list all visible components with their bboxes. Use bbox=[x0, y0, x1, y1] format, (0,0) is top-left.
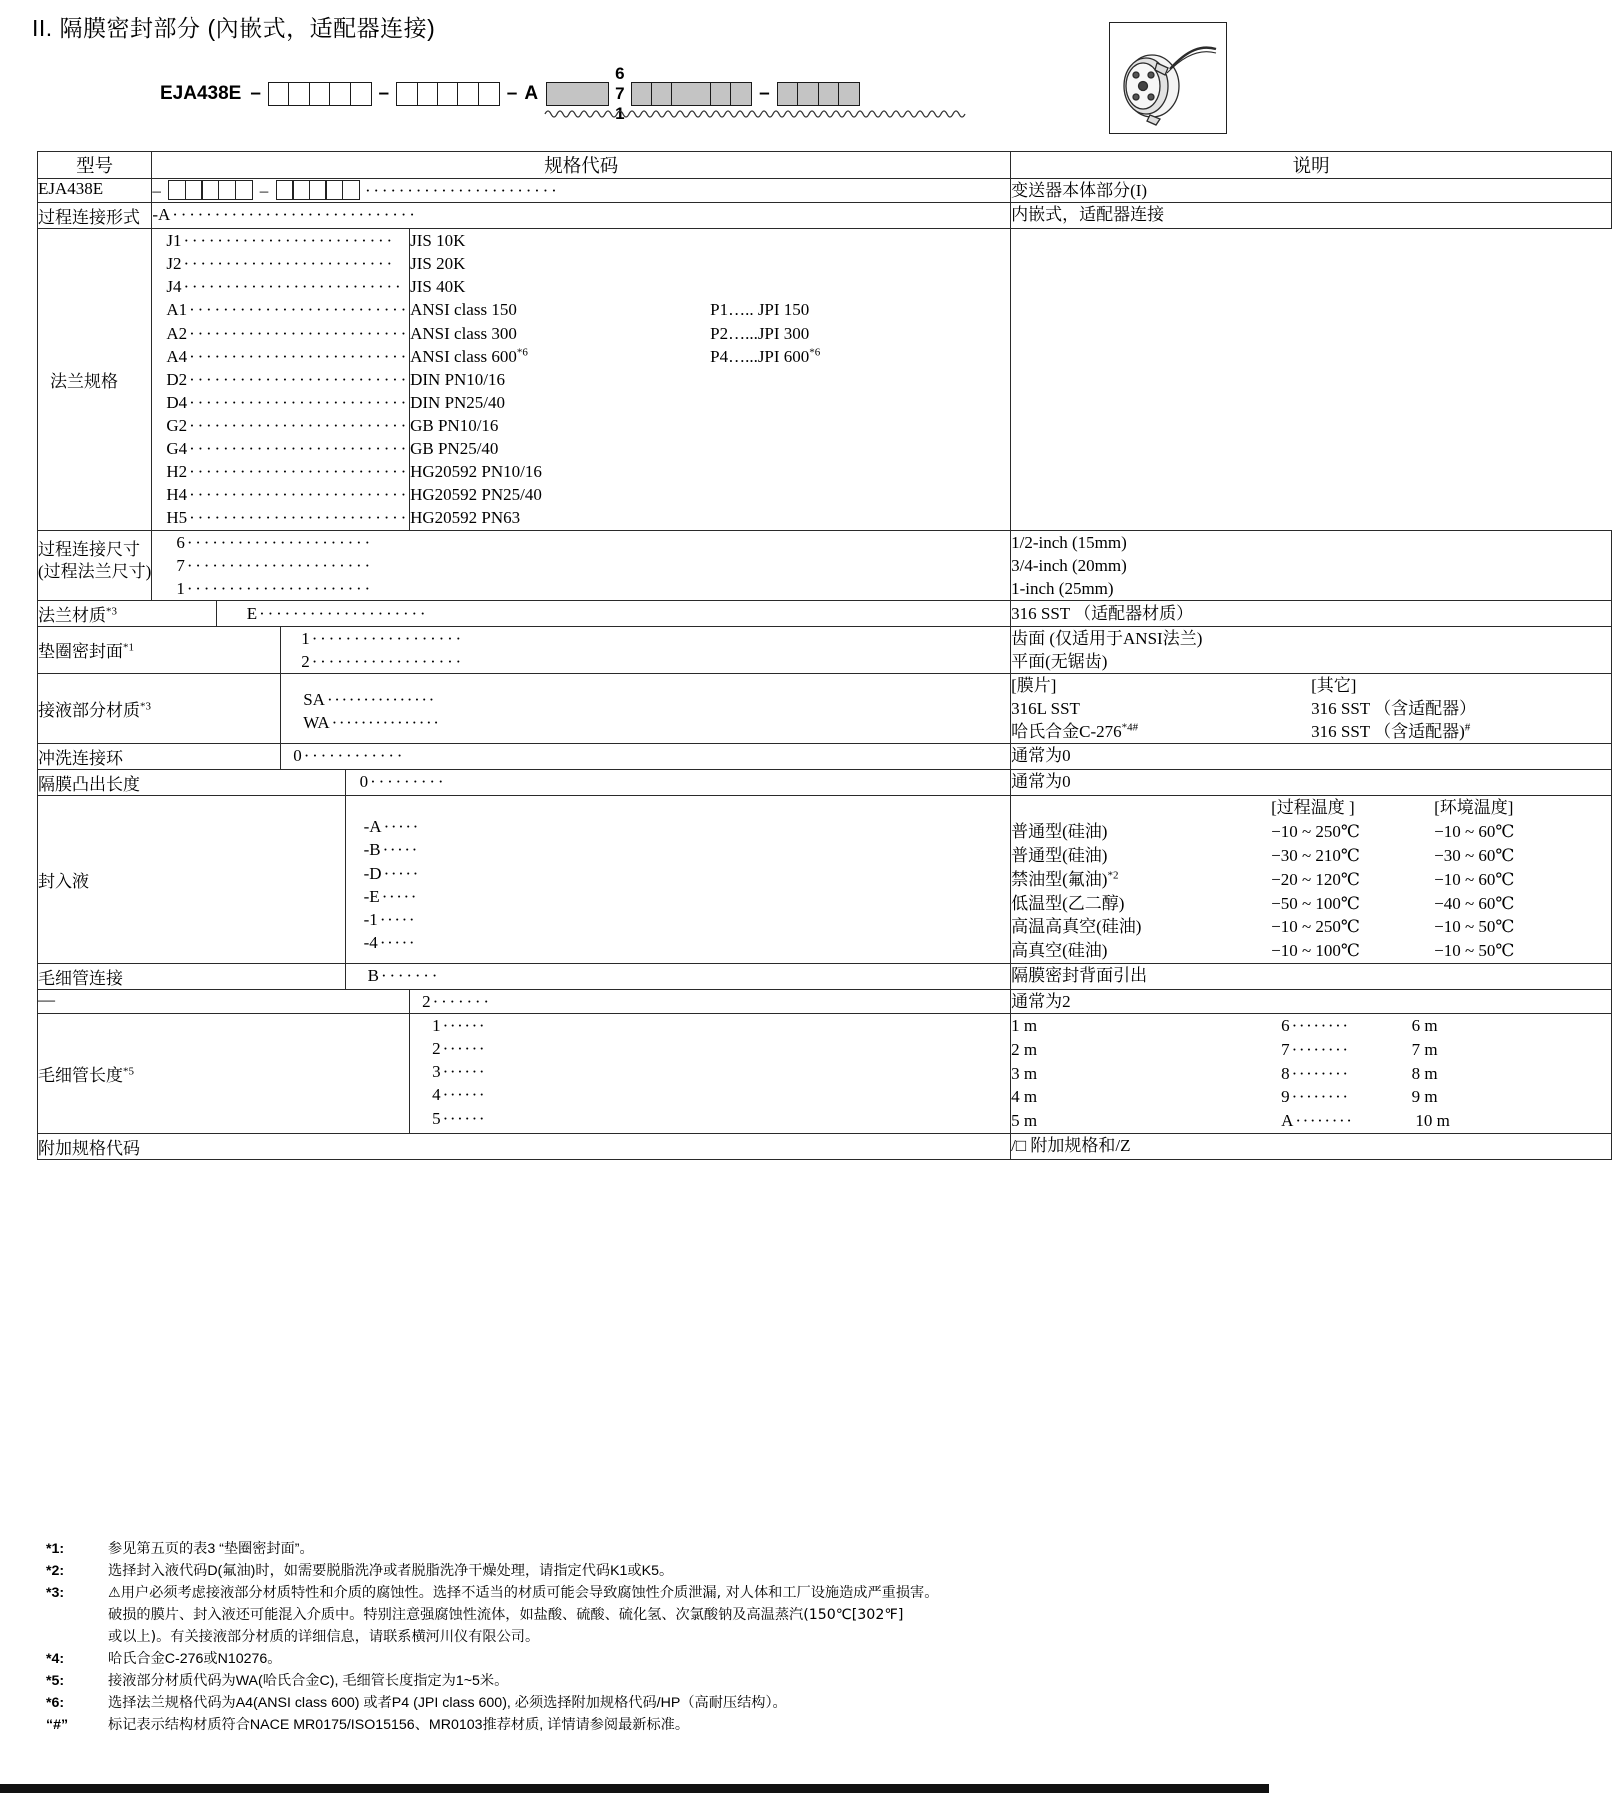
desc-value: 3/4-inch (20mm) bbox=[1011, 555, 1127, 575]
code-value: A1 bbox=[166, 300, 188, 320]
leader-dots: ············ bbox=[303, 746, 406, 766]
page-title: II. 隔膜密封部分 (內嵌式，适配器连接) bbox=[32, 15, 436, 41]
leader-dots: ·························· bbox=[189, 462, 410, 482]
footnote-tag: “#” bbox=[46, 1717, 69, 1733]
leader-dots: ·························· bbox=[189, 300, 410, 320]
code-value: A4 bbox=[166, 346, 188, 366]
footnote-item bbox=[46, 1648, 1226, 1670]
row-desc-model: 变送器本体部分(I) bbox=[1011, 179, 1612, 203]
desc-value: HG20592 PN10/16 bbox=[410, 462, 542, 482]
code-value-right: 8 bbox=[1281, 1063, 1290, 1083]
row-desc-wetted-material bbox=[1011, 674, 1612, 744]
code-value: A2 bbox=[166, 323, 188, 343]
code-value: -4 bbox=[363, 932, 378, 952]
leader-dots: ······················ bbox=[186, 532, 373, 552]
row-code-fill-fluid bbox=[345, 796, 1010, 964]
spacer bbox=[1011, 796, 1251, 820]
leader-dots: ······ bbox=[442, 1108, 487, 1128]
table-row bbox=[38, 530, 1612, 600]
footnote-item bbox=[46, 1538, 1226, 1560]
row-desc-option-code: /□ 附加规格和/Z bbox=[1011, 1134, 1612, 1160]
desc-value: 3 m bbox=[1011, 1063, 1038, 1083]
leader-dots: ·························· bbox=[189, 439, 410, 459]
process-temp-value: −10 ~ 250℃ bbox=[1271, 822, 1360, 842]
code-value: -A bbox=[363, 817, 382, 837]
code-box bbox=[396, 82, 418, 106]
footnote-text: 标记表示结构材质符合NACE MR0175/ISO15156、MR0103推荐材质, 详情请参阅最新标准。 bbox=[108, 1717, 690, 1733]
row-code-flange-rating bbox=[152, 229, 410, 530]
desc-value-2 bbox=[710, 252, 1010, 275]
row-desc-process-connection-size bbox=[1011, 530, 1612, 600]
row-label-flange-rating: 法兰规格 bbox=[38, 229, 152, 530]
footnote-text-cont: 破损的膜片、封入液还可能混入介质中。特别注意强腐蚀性流体，如盐酸、硫酸、硫化氢、次氯酸钠及高温蒸汽(150℃[302℉] bbox=[108, 1607, 904, 1623]
leader-dots: ·························· bbox=[189, 485, 410, 505]
code-value: -B bbox=[363, 840, 381, 860]
desc-value: 高真空(硅油) bbox=[1011, 941, 1108, 961]
footnote-text: 哈氏合金C-276或N10276。 bbox=[108, 1651, 282, 1667]
leader-dots: ······· bbox=[432, 991, 492, 1011]
row-desc-capillary-connection: 隔膜密封背面引出 bbox=[1011, 963, 1612, 989]
row-label-model: EJA438E bbox=[38, 179, 152, 203]
desc-value: JIS 40K bbox=[410, 277, 466, 297]
table-row bbox=[38, 989, 1612, 1013]
leader-dots: ····· bbox=[383, 817, 420, 837]
ambient-temp-value: −30 ~ 60℃ bbox=[1434, 846, 1515, 865]
code-value-right: 6 bbox=[1281, 1016, 1290, 1036]
code-value: G2 bbox=[166, 415, 188, 435]
row-desc-flushing-ring: 通常为0 bbox=[1011, 744, 1612, 770]
footnote-tag: *1: bbox=[46, 1541, 65, 1557]
table-row bbox=[38, 744, 1612, 770]
process-temp-value: −20 ~ 120℃ bbox=[1271, 869, 1360, 889]
desc-value: DIN PN25/40 bbox=[410, 392, 506, 412]
label-text: 垫圈密封面 bbox=[38, 642, 123, 662]
desc-value: ANSI class 150 bbox=[410, 300, 517, 320]
leader-dots: ········ bbox=[1295, 1111, 1354, 1131]
code-value-right: 9 bbox=[1281, 1087, 1290, 1107]
model-code-prefix: EJA438E bbox=[160, 83, 242, 105]
desc-value: 高温高真空(硅油) bbox=[1011, 917, 1142, 937]
ambient-temp-value: −10 ~ 60℃ bbox=[1434, 822, 1515, 842]
code-value: 1 bbox=[432, 1016, 441, 1036]
leader-dots: ······················· bbox=[364, 181, 560, 200]
desc-value-2 bbox=[710, 229, 1010, 252]
code-box bbox=[631, 82, 653, 106]
row-desc-capillary-length bbox=[1011, 1014, 1612, 1134]
row-code-flange-material bbox=[216, 600, 1010, 626]
label-line-1: 过程连接尺寸 bbox=[38, 539, 140, 559]
bottom-bar bbox=[0, 1784, 1269, 1793]
ambient-temp-value: −10 ~ 50℃ bbox=[1434, 941, 1515, 961]
footnote-text-block bbox=[108, 1582, 1226, 1648]
row-label-flushing-ring: 冲洗连接环 bbox=[38, 744, 281, 770]
desc-value-2 bbox=[710, 414, 1010, 437]
desc-value: 禁油型(氟油)$^{*2}$ bbox=[1011, 869, 1119, 889]
footnote-item bbox=[46, 1714, 1226, 1736]
product-photo bbox=[1109, 22, 1227, 134]
code-box bbox=[457, 82, 479, 106]
model-code-dash-1: – bbox=[250, 83, 261, 105]
code-value: 1 bbox=[176, 578, 185, 598]
ambient-temp-value: −10 ~ 60℃ bbox=[1434, 869, 1515, 889]
row-code-dash bbox=[410, 989, 1011, 1013]
row-desc-diaphragm-extension: 通常为0 bbox=[1011, 770, 1612, 796]
row-desc-process-connection-type: 内嵌式，适配器连接 bbox=[1011, 203, 1612, 229]
code-value: SA bbox=[303, 690, 325, 710]
row-label-capillary-length bbox=[38, 1014, 410, 1134]
footnote-tag: *2: bbox=[46, 1563, 65, 1579]
desc-value: 1 m bbox=[1011, 1016, 1038, 1036]
code-value-right: A bbox=[1281, 1111, 1294, 1131]
row-label-diaphragm-extension: 隔膜凸出长度 bbox=[38, 770, 346, 796]
desc-value: 平面(无锯齿) bbox=[1011, 651, 1108, 671]
footnote-text: 接液部分材质代码为WA(哈氏合金C), 毛细管长度指定为1~5米。 bbox=[108, 1673, 509, 1689]
row-desc-flange-material: 316 SST （适配器材质） bbox=[1011, 600, 1612, 626]
leader-dots: ····· bbox=[379, 932, 417, 952]
label-text: 接液部分材质 bbox=[38, 701, 140, 721]
desc-value: 齿面 (仅适用于ANSI法兰) bbox=[1011, 628, 1203, 648]
desc-value-2 bbox=[710, 483, 1010, 506]
leader-dots: ······· bbox=[380, 965, 441, 985]
row-code-wetted-material bbox=[281, 674, 1011, 744]
desc-value-2 bbox=[710, 437, 1010, 460]
code-value: J4 bbox=[166, 277, 182, 297]
footnotes bbox=[46, 1538, 1226, 1736]
code-value: D2 bbox=[166, 369, 188, 389]
row-label-process-connection-type: 过程连接形式 bbox=[38, 203, 152, 229]
model-code-group-1 bbox=[268, 82, 372, 106]
row-code-gasket-face bbox=[281, 626, 1011, 673]
process-temp-value: −30 ~ 210℃ bbox=[1271, 846, 1360, 865]
code-boxes-2 bbox=[276, 180, 360, 200]
code-value: 3 bbox=[432, 1062, 441, 1082]
leader-dots: ········ bbox=[1291, 1087, 1350, 1107]
row-label-capillary-connection: 毛细管连接 bbox=[38, 963, 346, 989]
desc-value-2 bbox=[710, 460, 1010, 483]
desc-value-2 bbox=[710, 391, 1010, 414]
code-value: 7 bbox=[176, 555, 185, 575]
code-value: H2 bbox=[166, 462, 188, 482]
code-box bbox=[437, 82, 459, 106]
code-value: H4 bbox=[166, 485, 188, 505]
table-row bbox=[38, 770, 1612, 796]
footnote-item bbox=[46, 1582, 1226, 1648]
column-head-ambient-temp: [环境温度] bbox=[1434, 798, 1514, 818]
row-label-wetted-material bbox=[38, 674, 281, 744]
code-value: 0 bbox=[293, 746, 302, 766]
label-text: 法兰材质 bbox=[38, 605, 106, 625]
desc-value: ANSI class 300 bbox=[410, 323, 517, 343]
process-temp-value: −10 ~ 250℃ bbox=[1271, 917, 1360, 937]
desc-value-right: 8 m bbox=[1411, 1063, 1438, 1083]
desc-value: HG20592 PN25/40 bbox=[410, 485, 542, 505]
ambient-temp-value: −40 ~ 60℃ bbox=[1434, 893, 1515, 913]
leader-dots: ··············· bbox=[331, 713, 441, 733]
leader-dots: ······ bbox=[442, 1085, 487, 1105]
desc-value: 普通型(硅油) bbox=[1011, 846, 1108, 865]
code-box bbox=[838, 82, 860, 106]
table-header-row bbox=[38, 152, 1612, 179]
desc-value: 1-inch (25mm) bbox=[1011, 578, 1114, 598]
desc-value: 1/2-inch (15mm) bbox=[1011, 532, 1127, 552]
label-line-2: (过程法兰尺寸) bbox=[38, 562, 152, 582]
footnote-tag: *4: bbox=[46, 1651, 65, 1667]
code-value: 0 bbox=[359, 772, 369, 792]
model-code-dash-3: – bbox=[506, 83, 518, 105]
desc-value: 哈氏合金$C-276^{*4\#}$ bbox=[1011, 721, 1139, 742]
code-box bbox=[777, 82, 799, 106]
row-code-flushing-ring bbox=[281, 744, 1011, 770]
footnote-text: ⚠用户必须考虑接液部分材质特性和介质的腐蚀性。选择不适当的材质可能会导致腐蚀性介质泄漏, 对人体和工厂设施造成严重损害。 bbox=[108, 1585, 939, 1601]
code-value: 2 bbox=[422, 991, 431, 1011]
code-box bbox=[671, 82, 711, 106]
desc-value-right: 9 m bbox=[1411, 1087, 1438, 1107]
model-code-group-3 bbox=[631, 82, 753, 106]
row-desc-gasket-face bbox=[1011, 626, 1612, 673]
code-box bbox=[818, 82, 840, 106]
leader-dots: ····· bbox=[381, 886, 418, 906]
code-value: 2 bbox=[432, 1039, 441, 1059]
leader-dots: ························· bbox=[183, 231, 395, 251]
row-label-process-connection-size bbox=[38, 530, 152, 600]
table-row bbox=[38, 179, 1612, 203]
code-value: 1 bbox=[301, 628, 310, 648]
model-code-dash-2: – bbox=[378, 83, 390, 105]
desc-value: 4 m bbox=[1011, 1087, 1038, 1107]
footnote-text: 选择法兰规格代码为A4(ANSI class 600) 或者P4 (JPI class 600), 必须选择附加规格代码/HP（高耐压结构）。 bbox=[108, 1695, 787, 1711]
leader-dots: ···················· bbox=[259, 603, 429, 623]
leader-dots: ······················ bbox=[186, 578, 373, 598]
code-value: -A bbox=[152, 205, 171, 225]
row-desc-fill-fluid bbox=[1011, 796, 1612, 964]
code-value: D4 bbox=[166, 392, 188, 412]
leader-dots: ·························· bbox=[189, 323, 410, 343]
code-box bbox=[288, 82, 310, 106]
row-code-capillary-length bbox=[410, 1014, 1011, 1134]
code-value: 4 bbox=[432, 1085, 441, 1105]
header-code: 规格代码 bbox=[152, 152, 1011, 179]
code-dash: – bbox=[152, 181, 161, 200]
table-row bbox=[38, 1134, 1612, 1160]
row-code-process-connection-size bbox=[152, 530, 1011, 600]
footnote-text: 参见第五页的表3 “垫圈密封面”。 bbox=[108, 1541, 314, 1557]
desc-value-2: 316 SST （含适配器)# bbox=[1311, 721, 1471, 742]
table-row bbox=[38, 203, 1612, 229]
code-boxes-1 bbox=[168, 180, 252, 200]
label-superscript: *3 bbox=[140, 700, 151, 713]
leader-dots: ········ bbox=[1291, 1016, 1350, 1036]
process-temp-value: −50 ~ 100℃ bbox=[1271, 893, 1360, 913]
table-row bbox=[38, 674, 1612, 744]
column-head-process-temp: [过程温度 ] bbox=[1271, 798, 1355, 818]
code-value: G4 bbox=[166, 439, 188, 459]
desc-value-2 bbox=[710, 275, 1010, 298]
table-row bbox=[38, 963, 1612, 989]
leader-dots: ····· bbox=[382, 840, 419, 860]
code-box bbox=[309, 82, 331, 106]
table-row bbox=[38, 229, 1612, 530]
code-box bbox=[730, 82, 752, 106]
leader-dots: ·························· bbox=[189, 369, 410, 389]
leader-dots: ·························· bbox=[183, 277, 404, 297]
code-value: -1 bbox=[363, 909, 378, 929]
row-code-capillary-connection bbox=[345, 963, 1010, 989]
row-code-process-connection-type bbox=[152, 203, 1011, 229]
footnote-tag: *5: bbox=[46, 1673, 65, 1689]
leader-dots: ·················· bbox=[311, 651, 465, 671]
desc-value: JIS 20K bbox=[410, 254, 466, 274]
code-value-right: 7 bbox=[1281, 1039, 1290, 1059]
column-head-other: [其它] bbox=[1311, 676, 1357, 696]
leader-dots: ······················ bbox=[186, 555, 373, 575]
model-code-dash-4: – bbox=[759, 83, 770, 105]
model-code-group-2 bbox=[396, 82, 500, 106]
model-code-letter: A bbox=[524, 83, 539, 105]
label-superscript: *5 bbox=[123, 1065, 134, 1078]
code-box bbox=[651, 82, 673, 106]
code-box bbox=[268, 82, 290, 106]
label-superscript: *1 bbox=[123, 641, 134, 654]
row-desc-dash: 通常为2 bbox=[1011, 989, 1612, 1013]
leader-dots: ·················· bbox=[311, 628, 465, 648]
code-dash-2: – bbox=[259, 181, 269, 200]
desc-value: 5 m bbox=[1011, 1111, 1038, 1131]
code-value: B bbox=[367, 965, 379, 985]
desc-value-2: P4…...JPI 600$^{*6}$ bbox=[710, 346, 821, 366]
desc-value: HG20592 PN63 bbox=[410, 508, 521, 528]
footnote-item bbox=[46, 1692, 1226, 1714]
footnote-tag: *3: bbox=[46, 1585, 65, 1601]
row-label-dash: — bbox=[38, 989, 410, 1013]
label-superscript: *3 bbox=[106, 605, 117, 618]
code-box bbox=[797, 82, 819, 106]
leader-dots: ·························· bbox=[189, 392, 410, 412]
desc-value-right: 10 m bbox=[1415, 1111, 1450, 1131]
leader-dots: ········ bbox=[1291, 1039, 1350, 1059]
header-description: 说明 bbox=[1011, 152, 1612, 179]
row-label-option-code: 附加规格代码 bbox=[38, 1134, 1011, 1160]
model-code-wide-box bbox=[546, 82, 609, 106]
desc-value: 2 m bbox=[1011, 1039, 1038, 1059]
footnote-item bbox=[46, 1560, 1226, 1582]
desc-value-2: P2…...JPI 300 bbox=[710, 323, 810, 343]
leader-dots: ·························· bbox=[189, 415, 410, 435]
desc-value-right: 7 m bbox=[1411, 1039, 1438, 1059]
specification-table bbox=[37, 151, 1612, 1160]
header-model: 型号 bbox=[38, 152, 152, 179]
desc-value-2 bbox=[710, 506, 1010, 529]
desc-value: JIS 10K bbox=[410, 231, 466, 251]
size-option-7: 7 bbox=[615, 84, 625, 104]
leader-dots: ····························· bbox=[172, 205, 418, 225]
code-box bbox=[478, 82, 500, 106]
desc-value: ANSI class 600$^{*6}$ bbox=[410, 346, 528, 366]
desc-value: DIN PN10/16 bbox=[410, 369, 506, 389]
desc-value-right: 6 m bbox=[1411, 1016, 1438, 1036]
code-value: H5 bbox=[166, 508, 188, 528]
leader-dots: ······ bbox=[442, 1062, 487, 1082]
code-value: 2 bbox=[301, 651, 310, 671]
code-box bbox=[329, 82, 351, 106]
desc-value-2: P1….. JPI 150 bbox=[710, 300, 810, 320]
row-label-fill-fluid: 封入液 bbox=[38, 796, 346, 964]
leader-dots: ····· bbox=[379, 909, 417, 929]
leader-dots: ·························· bbox=[189, 346, 410, 366]
desc-value: GB PN10/16 bbox=[410, 415, 499, 435]
leader-dots: ·························· bbox=[189, 508, 410, 528]
code-value: E bbox=[246, 603, 258, 623]
leader-dots: ····· bbox=[383, 863, 420, 883]
footnote-text: 选择封入液代码D(氟油)时，如需要脱脂洗净或者脱脂洗净干燥处理，请指定代码K1或K5。 bbox=[108, 1563, 674, 1579]
leader-dots: ······ bbox=[442, 1039, 487, 1059]
code-value: J1 bbox=[166, 231, 182, 251]
code-value: 5 bbox=[432, 1108, 441, 1128]
code-box bbox=[417, 82, 439, 106]
table-row bbox=[38, 796, 1612, 964]
size-option-6: 6 bbox=[615, 64, 625, 83]
code-value: -D bbox=[363, 863, 382, 883]
model-code-group-4 bbox=[777, 82, 860, 106]
leader-dots: ········· bbox=[370, 772, 447, 792]
row-label-gasket-face bbox=[38, 626, 281, 673]
underline-squiggle bbox=[545, 104, 970, 114]
desc-value: 低温型(乙二醇) bbox=[1011, 893, 1125, 913]
leader-dots: ········ bbox=[1291, 1063, 1350, 1083]
process-temp-value: −10 ~ 100℃ bbox=[1271, 941, 1360, 961]
code-box bbox=[710, 82, 732, 106]
code-value: J2 bbox=[166, 254, 182, 274]
code-box bbox=[350, 82, 372, 106]
desc-value-2 bbox=[710, 368, 1010, 391]
code-value: WA bbox=[303, 713, 330, 733]
footnote-tag: *6: bbox=[46, 1695, 65, 1711]
table-row bbox=[38, 600, 1612, 626]
row-label-flange-material bbox=[38, 600, 217, 626]
leader-dots: ························· bbox=[183, 254, 395, 274]
row-desc-flange-rating bbox=[410, 229, 1011, 530]
desc-value-2: 316 SST （含适配器） bbox=[1311, 699, 1477, 719]
table-row bbox=[38, 1014, 1612, 1134]
desc-value: 316L SST bbox=[1011, 699, 1080, 719]
leader-dots: ··············· bbox=[326, 690, 436, 710]
footnote-text-cont: 或以上)。有关接液部分材质的详细信息，请联系横河川仪有限公司。 bbox=[108, 1629, 540, 1645]
table-row bbox=[38, 626, 1612, 673]
desc-value: 普通型(硅油) bbox=[1011, 822, 1108, 842]
ambient-temp-value: −10 ~ 50℃ bbox=[1434, 917, 1515, 937]
leader-dots: ······ bbox=[442, 1016, 487, 1036]
footnote-item bbox=[46, 1670, 1226, 1692]
code-value: -E bbox=[363, 886, 380, 906]
label-text: 毛细管长度 bbox=[38, 1066, 123, 1086]
column-head-diaphragm: [膜片] bbox=[1011, 676, 1057, 696]
row-code-model bbox=[152, 179, 1011, 203]
size-option-1: 1 bbox=[615, 104, 625, 124]
row-code-diaphragm-extension bbox=[345, 770, 1010, 796]
desc-value: GB PN25/40 bbox=[410, 439, 499, 459]
code-value: 6 bbox=[176, 532, 185, 552]
